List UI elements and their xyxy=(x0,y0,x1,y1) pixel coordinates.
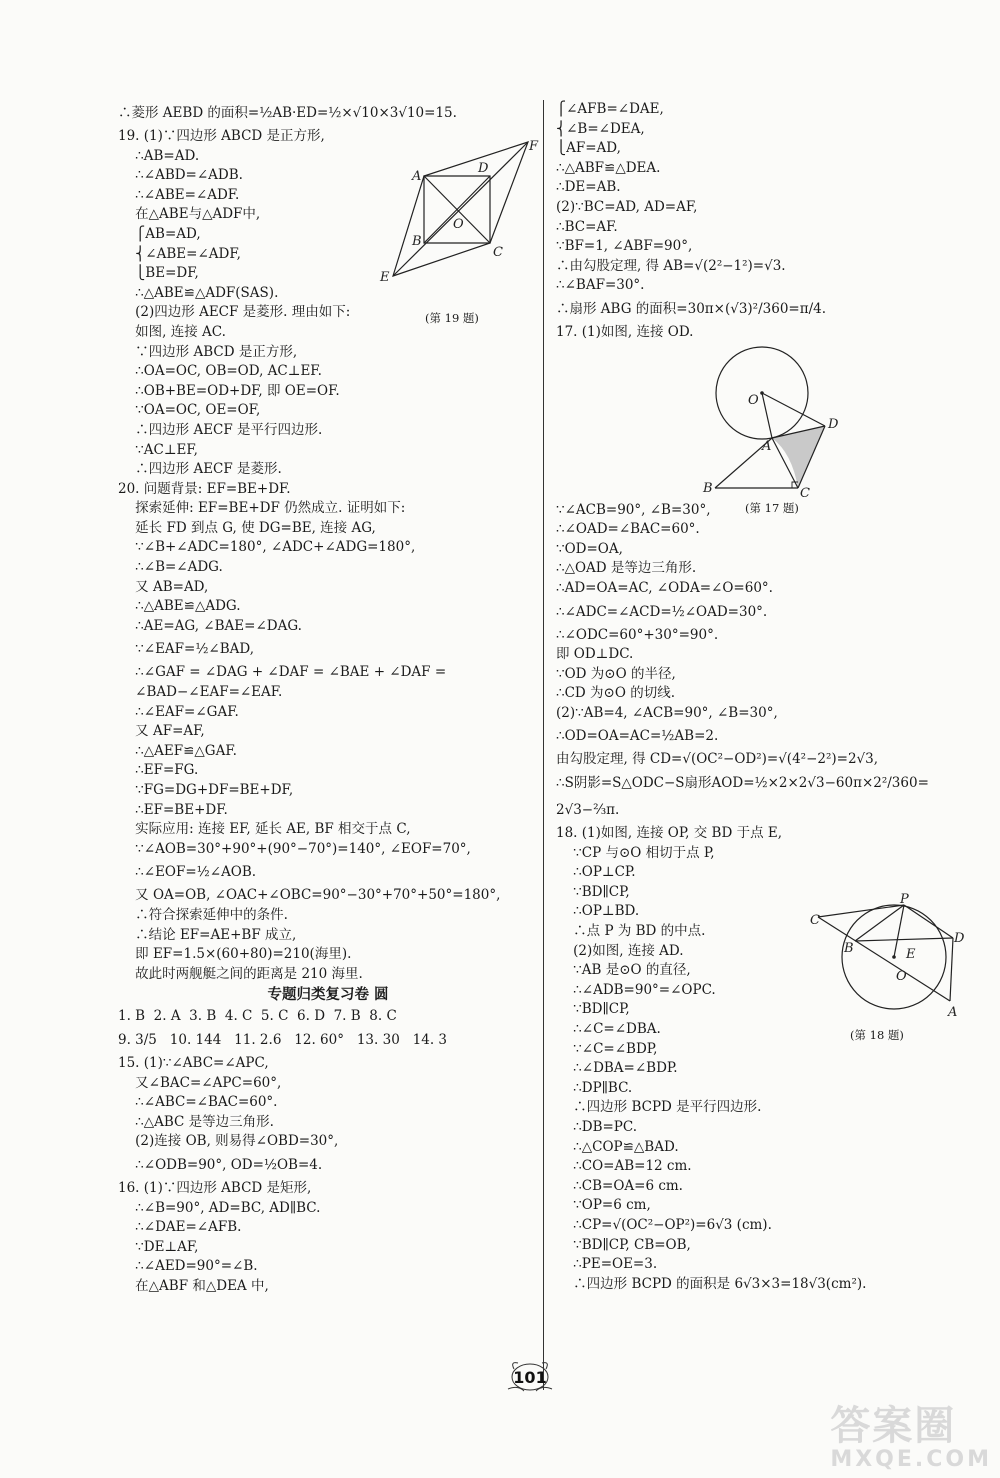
answer-line: ∴∠C=∠DBA. xyxy=(556,1021,661,1037)
answer-line: ∴DP∥BC. xyxy=(556,1079,633,1096)
answer-line: ∴∠EOF=½∠AOB. xyxy=(118,864,257,881)
answer-line: 又∠BAC=∠APC=60°, xyxy=(118,1074,282,1091)
answer-line: ∵BD∥CP, xyxy=(556,1001,630,1018)
right-column xyxy=(556,100,946,1294)
fig18-label-p: P xyxy=(900,892,909,907)
answer-line: (2)∵AB=4, ∠ACB=90°, ∠B=30°, xyxy=(556,704,778,721)
answer-line: ∴∠OAD=∠BAC=60°. xyxy=(556,521,700,538)
figure-19-diagram xyxy=(378,138,543,288)
answer-line: 即 EF=1.5×(60+80)=210(海里). xyxy=(118,946,352,963)
answer-line: ∴CB=OA=6 cm. xyxy=(556,1177,683,1194)
answer-line: ∴AB=AD. xyxy=(118,147,200,164)
answer-line: ∠BAD−∠EAF=∠EAF. xyxy=(118,684,283,701)
fig17-label-o: O xyxy=(748,393,759,408)
answer-line: ∴结论 EF=AE+BF 成立, xyxy=(118,926,297,943)
answer-line: ∵AC⊥EF, xyxy=(118,441,198,458)
answer-line: (2)连接 OB, 则易得∠OBD=30°, xyxy=(118,1133,339,1150)
answer-line: ∴AE=AG, ∠BAE=∠DAG. xyxy=(118,617,302,634)
watermark-title: 答案圈 xyxy=(830,1403,957,1449)
answer-line: ∴∠B=∠ADG. xyxy=(118,559,223,576)
answer-line: 15. (1)∵∠ABC=∠APC, xyxy=(118,1054,269,1071)
fig19-label-b: B xyxy=(412,234,422,249)
fig19-label-e: E xyxy=(380,270,390,285)
answer-line: 17. (1)如图, 连接 OD. xyxy=(556,323,694,340)
answer-line: ∵BF=1, ∠ABF=90°, xyxy=(556,238,693,255)
page-number: 101 xyxy=(513,1368,547,1387)
fig17-label-a: A xyxy=(762,439,772,454)
fig18-label-c: C xyxy=(810,913,820,928)
fig19-label-c: C xyxy=(493,245,503,260)
page-number-badge xyxy=(500,1355,560,1397)
answer-line: ∴符合探索延伸中的条件. xyxy=(118,906,288,923)
figure-17-diagram xyxy=(700,338,850,503)
answer-line: ∴AD=OA=AC, ∠ODA=∠O=60°. xyxy=(556,579,773,596)
answer-line: (2)四边形 AECF 是菱形. 理由如下: xyxy=(118,304,351,321)
figure-18 xyxy=(810,892,970,1025)
answer-line: 由勾股定理, 得 CD=√(OC²−OD²)=√(4²−2²)=2√3, xyxy=(556,751,879,768)
answer-line: 又 AF=AF, xyxy=(118,723,205,740)
answer-line: ∴EF=FG. xyxy=(118,762,199,779)
answer-line: ∵OD=OA, xyxy=(556,540,623,557)
answer-line: ∵∠C=∠BDP, xyxy=(556,1040,658,1057)
answer-line: 16. (1)∵四边形 ABCD 是矩形, xyxy=(118,1179,312,1196)
answer-line: ∴菱形 AEBD 的面积=½AB·ED=½×√10×3√10=15. xyxy=(118,105,457,121)
fig18-label-e: E xyxy=(906,947,916,962)
fig19-label-f: F xyxy=(529,139,539,154)
answer-line: ∴△ABE≌△ADF(SAS). xyxy=(118,284,279,301)
answer-line: 20. 问题背景: EF=BE+DF. xyxy=(118,480,291,497)
answer-line: 18. (1)如图, 连接 OP, 交 BD 于点 E, xyxy=(556,825,783,842)
answer-line: ∵OP=6 cm, xyxy=(556,1197,651,1214)
answer-line: ∵∠ACB=90°, ∠B=30°, xyxy=(556,501,711,518)
answer-line: ∴△ABE≌△ADG. xyxy=(118,598,241,615)
watermark-url: MXQE.COM xyxy=(830,1447,992,1472)
answer-line: 又 OA=OB, ∠OAC+∠OBC=90°−30°+70°+50°=180°, xyxy=(118,887,501,904)
answer-line: 在△ABF 和△DEA 中, xyxy=(118,1277,269,1294)
answer-line: ∴S阴影=S△ODC−S扇形AOD=½×2×2√3−60π×2²/360= xyxy=(556,775,929,792)
answer-line: ∵∠EAF=½∠BAD, xyxy=(118,641,255,658)
answer-line: ∴∠DAE=∠AFB. xyxy=(118,1219,242,1236)
answer-line: 如图, 连接 AC. xyxy=(118,323,226,340)
answer-line: ⎩BE=DF, xyxy=(118,265,199,282)
answer-line: ∴四边形 AECF 是菱形. xyxy=(118,461,282,478)
answer-line: ∴∠ADB=90°=∠OPC. xyxy=(556,981,716,998)
answer-line: 9. 3/5 10. 144 11. 2.6 12. 60° 13. 30 14. 3 xyxy=(118,1031,448,1048)
watermark-logo xyxy=(830,1404,992,1472)
answer-line: 2√3−⅔π. xyxy=(556,802,620,819)
answer-line: ∴EF=BE+DF. xyxy=(118,801,228,818)
answer-line: ∴OB+BE=OD+DF, 即 OE=OF. xyxy=(118,382,340,399)
answer-line: ⎧∠AFB=∠DAE, xyxy=(556,101,664,117)
answer-line: ∵BD∥CP, CB=OB, xyxy=(556,1236,691,1253)
answer-line: 探索延伸: EF=BE+DF 仍然成立. 证明如下: xyxy=(118,500,406,517)
answer-line: ⎨∠ABE=∠ADF, xyxy=(118,245,241,262)
answer-line: ∵OA=OC, OE=OF, xyxy=(118,402,261,419)
answer-line: ∴CD 为⊙O 的切线. xyxy=(556,685,675,702)
answer-line: (2)∵BC=AD, AD=AF, xyxy=(556,198,698,215)
answer-line: ∵四边形 ABCD 是正方形, xyxy=(118,343,298,360)
answer-line: ∴OP⊥CP. xyxy=(556,864,636,881)
fig19-label-d: D xyxy=(478,161,489,176)
answer-line: ∴BC=AF. xyxy=(556,218,618,235)
answer-line: ∴CP=√(OC²−OP²)=6√3 (cm). xyxy=(556,1216,772,1233)
answer-line: ∴OA=OC, OB=OD, AC⊥EF. xyxy=(118,363,322,380)
answer-line: ∴∠ODC=60°+30°=90°. xyxy=(556,626,719,643)
answer-line: ∴∠ABC=∠BAC=60°. xyxy=(118,1094,278,1111)
answer-line: ∴∠ABD=∠ADB. xyxy=(118,167,243,184)
answer-line: ∵CP 与⊙O 相切于点 P, xyxy=(556,844,715,861)
answer-line: 即 OD⊥DC. xyxy=(556,646,634,663)
fig18-label-b: B xyxy=(844,941,854,956)
answer-line: ∴四边形 BCPD 的面积是 6√3×3=18√3(cm²). xyxy=(556,1275,867,1292)
answer-line: ∴扇形 ABG 的面积=30π×(√3)²/360=π/4. xyxy=(556,300,827,317)
figure-17-caption: (第 17 题) xyxy=(745,501,799,515)
answer-line: ∵DE⊥AF, xyxy=(118,1238,199,1255)
figure-18-caption: (第 18 题) xyxy=(850,1028,904,1042)
fig18-label-o: O xyxy=(896,969,907,984)
fig19-label-a: A xyxy=(412,169,422,184)
answer-line: ∵OD 为⊙O 的半径, xyxy=(556,665,676,682)
fig19-label-o: O xyxy=(453,217,464,232)
answer-line: ∴四边形 AECF 是平行四边形. xyxy=(118,421,323,438)
figure-18-diagram xyxy=(810,892,970,1025)
answer-line: 故此时两舰艇之间的距离是 210 海里. xyxy=(118,965,363,982)
answer-line: ∴CO=AB=12 cm. xyxy=(556,1158,692,1175)
answer-line: 延长 FD 到点 G, 使 DG=BE, 连接 AG, xyxy=(118,519,376,536)
answer-line: ⎧AB=AD, xyxy=(118,225,201,242)
answer-line: ∴△COP≌△BAD. xyxy=(556,1138,679,1155)
answer-line: ∴PE=OE=3. xyxy=(556,1256,658,1273)
answer-line: ∴由勾股定理, 得 AB=√(2²−1²)=√3. xyxy=(556,257,786,274)
answer-line: ∴∠ABE=∠ADF. xyxy=(118,186,240,203)
answer-line: ∴OD=OA=AC=½AB=2. xyxy=(556,728,719,745)
answer-line: 实际应用: 连接 EF, 延长 AE, BF 相交于点 C, xyxy=(118,821,411,838)
answer-line: ∴∠BAF=30°. xyxy=(556,277,645,294)
answer-line: ∵∠B+∠ADC=180°, ∠ADC+∠ADG=180°, xyxy=(118,539,416,556)
answer-line: ∴DE=AB. xyxy=(556,179,621,196)
fig18-label-a: A xyxy=(948,1005,958,1020)
column-divider xyxy=(543,100,544,1390)
answer-line: ∴∠ADC=∠ACD=½∠OAD=30°. xyxy=(556,603,768,620)
answer-line: ∴∠B=90°, AD=BC, AD∥BC. xyxy=(118,1199,321,1216)
fig17-label-d: D xyxy=(828,417,839,432)
answer-line: ⎩AF=AD, xyxy=(556,140,621,157)
answer-line: ∴OP⊥BD. xyxy=(556,903,640,920)
fig17-label-c: C xyxy=(800,486,810,501)
answer-line: ∵AB 是⊙O 的直径, xyxy=(556,962,691,979)
answer-line: ∴△ABC 是等边三角形. xyxy=(118,1113,274,1130)
answer-line: ∴∠ODB=90°, OD=½OB=4. xyxy=(118,1156,323,1173)
answer-line: ∴∠EAF=∠GAF. xyxy=(118,703,239,720)
answer-line: 1. B 2. A 3. B 4. C 5. C 6. D 7. B 8. C xyxy=(118,1008,397,1025)
fig17-label-b: B xyxy=(703,481,713,496)
figure-19-caption: (第 19 题) xyxy=(425,311,479,325)
answer-line: ∴∠DBA=∠BDP. xyxy=(556,1060,678,1077)
answer-line: ∵BD∥CP, xyxy=(556,883,630,900)
answer-line: ∴△ABF≌△DEA. xyxy=(556,159,661,176)
answer-line: 19. (1)∵四边形 ABCD 是正方形, xyxy=(118,128,325,144)
answer-line: 又 AB=AD, xyxy=(118,578,209,595)
answer-line: (2)如图, 连接 AD. xyxy=(556,942,684,959)
section-heading: 专题归类复习卷 圆 xyxy=(267,987,389,1004)
answer-line: ∴∠AED=90°=∠B. xyxy=(118,1258,258,1275)
answer-line: ∴∠GAF = ∠DAG + ∠DAF = ∠BAE + ∠DAF = xyxy=(118,664,447,681)
figure-17 xyxy=(700,338,850,503)
answer-line: ∴四边形 BCPD 是平行四边形. xyxy=(556,1099,762,1116)
answer-line: ∵FG=DG+DF=BE+DF, xyxy=(118,782,294,798)
fig18-label-d: D xyxy=(954,931,965,946)
answer-line: ∴△OAD 是等边三角形. xyxy=(556,560,697,577)
answer-line: ⎨∠B=∠DEA, xyxy=(556,120,645,137)
answer-line: ∴△AEF≌△GAF. xyxy=(118,742,237,759)
figure-19 xyxy=(378,138,543,288)
answer-line: ∴点 P 为 BD 的中点. xyxy=(556,923,706,940)
answer-line: ∵∠AOB=30°+90°+(90°−70°)=140°, ∠EOF=70°, xyxy=(118,840,471,857)
answer-line: ∴DB=PC. xyxy=(556,1118,638,1135)
answer-line: 在△ABE与△ADF中, xyxy=(118,206,261,223)
